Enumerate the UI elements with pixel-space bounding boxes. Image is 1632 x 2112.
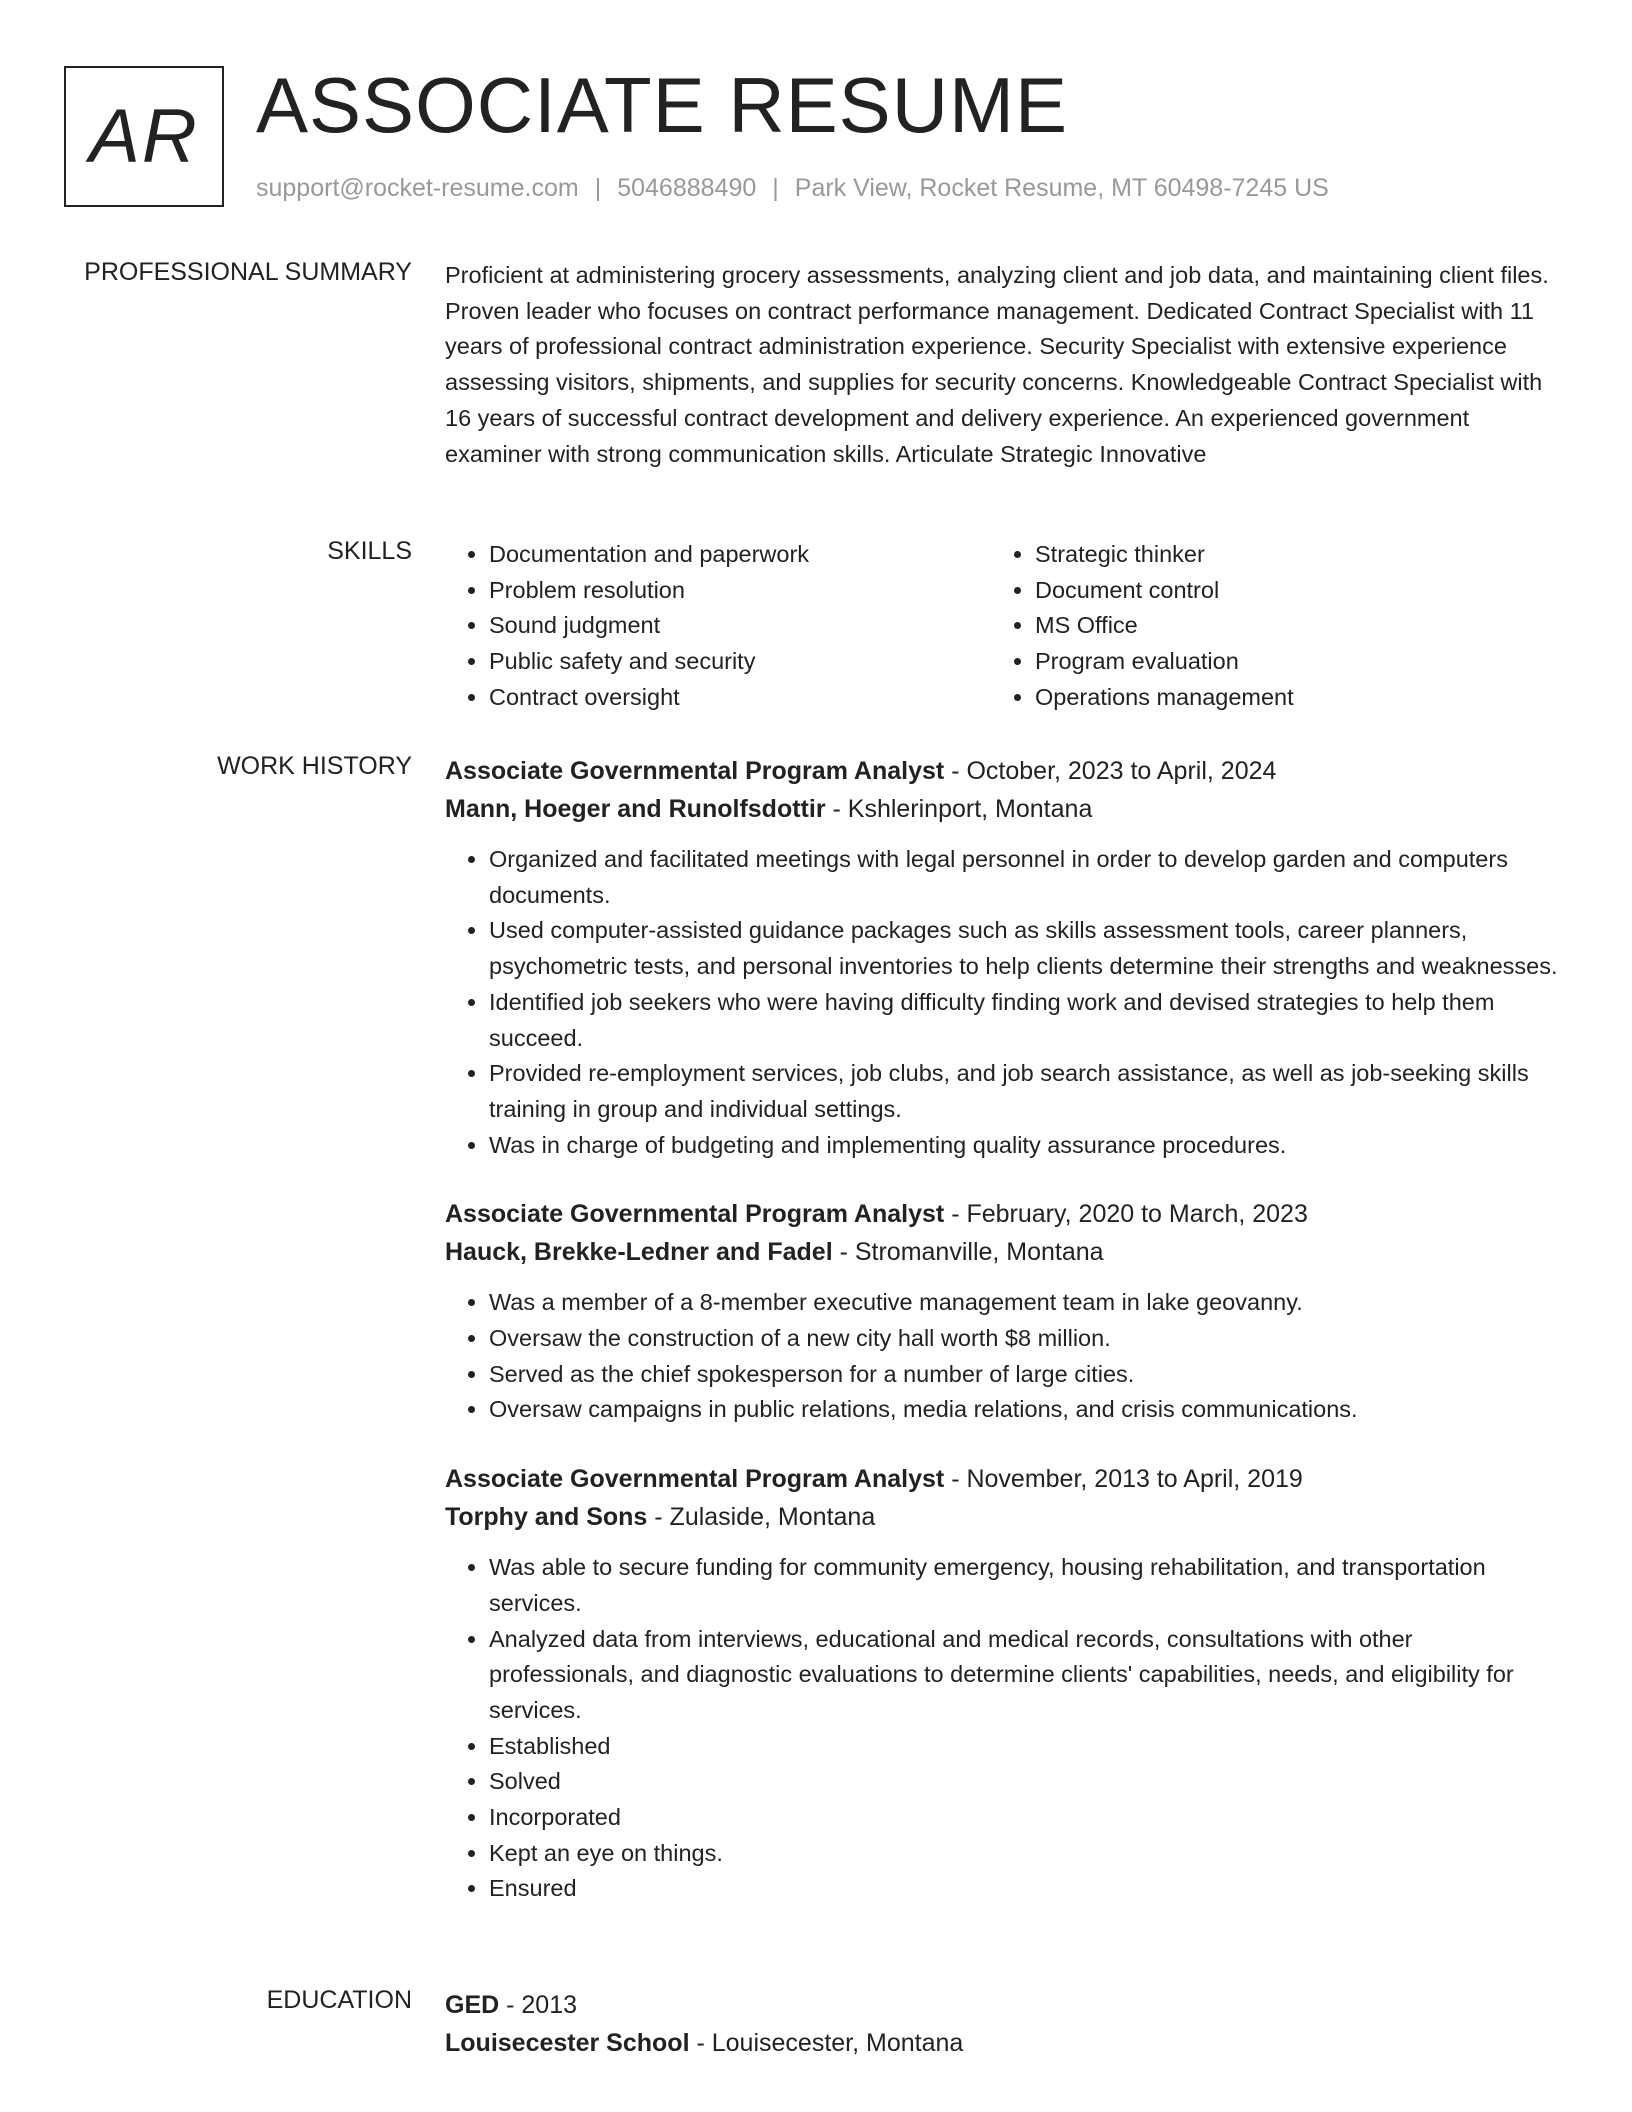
job-bullet: • Established bbox=[489, 1729, 1560, 1765]
skill-item: • Sound judgment bbox=[489, 608, 991, 644]
summary-body bbox=[445, 258, 1560, 472]
education-school-line bbox=[445, 2024, 1560, 2062]
job-bullet: • Oversaw campaigns in public relations, media relations, and crisis communications. bbox=[489, 1392, 1560, 1428]
contact-email: support@rocket-resume.com bbox=[256, 174, 579, 202]
job-bullet: • Provided re-employment services, job clubs, and job search assistance, as well as job-seeking skills training in group and individual settings. bbox=[489, 1056, 1560, 1127]
job-bullet: • Analyzed data from interviews, educational and medical records, consultations with other professionals, and diagnostic evaluations to determine clients' capabilities, needs, and eligibility for services. bbox=[489, 1622, 1560, 1729]
job-role: Associate Governmental Program Analyst bbox=[445, 1200, 945, 1229]
skill-item: • Contract oversight bbox=[489, 680, 991, 716]
work-history-body bbox=[445, 752, 1560, 1939]
job-bullets bbox=[445, 1285, 1560, 1428]
job-bullet: • Incorporated bbox=[489, 1800, 1560, 1836]
job-dates: - October, 2023 to April, 2024 bbox=[944, 757, 1277, 785]
job-bullets bbox=[445, 1550, 1560, 1907]
education-degree-line bbox=[445, 1986, 1560, 2024]
job-entry bbox=[445, 752, 1560, 1163]
job-bullet: • Ensured bbox=[489, 1871, 1560, 1907]
job-company: Hauck, Brekke-Ledner and Fadel bbox=[445, 1238, 833, 1267]
job-location: - Kshlerinport, Montana bbox=[825, 795, 1093, 823]
job-bullet: • Was a member of a 8-member executive management team in lake geovanny. bbox=[489, 1285, 1560, 1321]
job-dates: - November, 2013 to April, 2019 bbox=[944, 1465, 1303, 1494]
job-company: Torphy and Sons bbox=[445, 1503, 648, 1532]
resume-title: ASSOCIATE RESUME bbox=[256, 61, 1069, 149]
job-bullet: • Kept an eye on things. bbox=[489, 1836, 1560, 1872]
work-history-heading: WORK HISTORY bbox=[217, 752, 412, 780]
contact-line bbox=[256, 174, 1329, 203]
job-role: Associate Governmental Program Analyst bbox=[445, 1465, 945, 1494]
contact-separator: | bbox=[772, 174, 779, 202]
education-school: Louisecester School bbox=[445, 2029, 690, 2057]
job-bullet: • Solved bbox=[489, 1764, 1560, 1800]
contact-phone: 5046888490 bbox=[617, 174, 757, 202]
job-bullet: • Used computer-assisted guidance packages such as skills assessment tools, career planners, psychometric tests, and personal inventories to help clients determine their strengths and weaknesses. bbox=[489, 913, 1560, 984]
skill-item: • MS Office bbox=[1035, 608, 1537, 644]
job-company-line bbox=[445, 790, 1560, 828]
skill-item: • Public safety and security bbox=[489, 644, 991, 680]
summary-heading: PROFESSIONAL SUMMARY bbox=[84, 258, 412, 286]
skill-item: • Document control bbox=[1035, 573, 1537, 609]
job-role: Associate Governmental Program Analyst bbox=[445, 757, 945, 785]
education-year: - 2013 bbox=[499, 1991, 578, 2019]
skill-item: • Problem resolution bbox=[489, 573, 991, 609]
education-degree: GED bbox=[445, 1991, 500, 2019]
job-dates: - February, 2020 to March, 2023 bbox=[944, 1200, 1308, 1229]
job-company-line bbox=[445, 1498, 1560, 1536]
education-body bbox=[445, 1986, 1560, 2062]
job-entry bbox=[445, 1460, 1560, 1907]
contact-separator: | bbox=[594, 174, 602, 202]
skills-list-left bbox=[445, 537, 991, 716]
job-bullet: • Served as the chief spokesperson for a number of large cities. bbox=[489, 1357, 1560, 1393]
job-title-line bbox=[445, 752, 1560, 790]
skill-item: • Operations management bbox=[1035, 680, 1537, 716]
job-company: Mann, Hoeger and Runolfsdottir bbox=[445, 795, 826, 823]
job-title-line bbox=[445, 1195, 1560, 1233]
skill-item: • Strategic thinker bbox=[1035, 537, 1537, 573]
job-title-line bbox=[445, 1460, 1560, 1498]
job-bullet: • Identified job seekers who were having difficulty finding work and devised strategies to help them succeed. bbox=[489, 985, 1560, 1056]
skills-body bbox=[445, 537, 1560, 716]
education-location: - Louisecester, Montana bbox=[689, 2029, 964, 2057]
job-bullets bbox=[445, 842, 1560, 1163]
job-location: - Zulaside, Montana bbox=[647, 1503, 876, 1532]
job-company-line bbox=[445, 1233, 1560, 1271]
job-location: - Stromanville, Montana bbox=[832, 1238, 1104, 1267]
skill-item: • Program evaluation bbox=[1035, 644, 1537, 680]
skill-item: • Documentation and paperwork bbox=[489, 537, 991, 573]
skills-heading: SKILLS bbox=[327, 537, 412, 565]
contact-address: Park View, Rocket Resume, MT 60498-7245 US bbox=[794, 174, 1329, 202]
education-heading: EDUCATION bbox=[266, 1986, 412, 2014]
job-entry bbox=[445, 1195, 1560, 1428]
job-bullet: • Oversaw the construction of a new city hall worth $8 million. bbox=[489, 1321, 1560, 1357]
job-bullet: • Was in charge of budgeting and implementing quality assurance procedures. bbox=[489, 1128, 1560, 1164]
monogram-initials: AR bbox=[64, 66, 224, 207]
resume-header bbox=[64, 61, 1564, 210]
job-bullet: • Was able to secure funding for community emergency, housing rehabilitation, and transportation services. bbox=[489, 1550, 1560, 1621]
skills-list-right bbox=[991, 537, 1537, 716]
job-bullet: • Organized and facilitated meetings with legal personnel in order to develop garden and computers documents. bbox=[489, 842, 1560, 913]
summary-text: Proficient at administering grocery assessments, analyzing client and job data, and maintaining client files. Proven leader who focuses on contract performance management. Dedicated Contract Specialist with 11 years of professional contract administration experience. Security Specialist with extensive experience assessing visitors, shipments, and supplies for security concerns. Knowledgeable Contract Specialist with 16 years of successful contract development and delivery experience. An experienced government examiner with strong communication skills. Articulate Strategic Innovative bbox=[445, 262, 1549, 467]
